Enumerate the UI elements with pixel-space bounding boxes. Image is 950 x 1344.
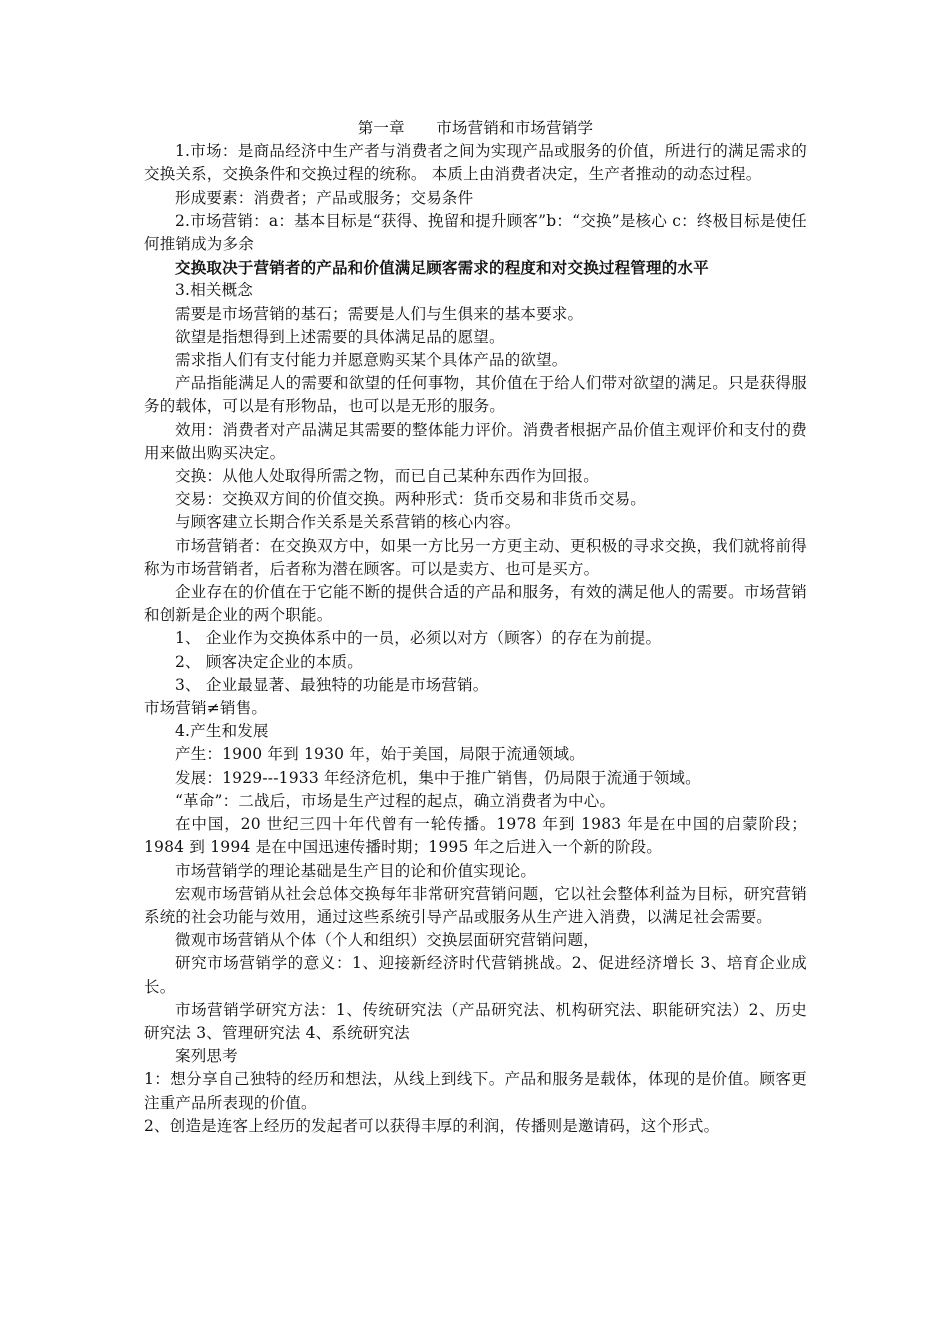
paragraph: 市场营销者：在交换双方中，如果一方比另一方更主动、更积极的寻求交换，我们就将前得称为市场营销者，后者称为潜在顾客。可以是卖方、也可是买方。 <box>144 536 807 578</box>
paragraph: 市场营销学的理论基础是生产目的论和价值实现论。 <box>175 861 537 880</box>
paragraph: 案列思考 <box>175 1047 238 1066</box>
paragraph: 发展：1929---1933 年经济危机，集中于推广销售，仍局限于流通于领域。 <box>175 768 701 787</box>
paragraph: 在中国，20 世纪三四十年代曾有一轮传播。1978 年到 1983 年是在中国的启蒙阶段；1984 到 1994 是在中国迅速传播时期；1995 年之后进入一个新的阶段。 <box>144 815 807 857</box>
paragraph: 2.市场营销：a：基本目标是“获得、挽留和提升顾客”b：“交换”是核心 c：终极目标是使任何推销成为多余 <box>144 211 807 254</box>
paragraph: 需要是市场营销的基石；需要是人们与生俱来的基本要求。 <box>175 304 584 323</box>
paragraph: 1：想分享自己独特的经历和想法，从线上到线下。产品和服务是载体，体现的是价值。顾客更注重产品所表现的价值。 <box>144 1070 807 1112</box>
paragraph: 交换：从他人处取得所需之物，而已自己某种东西作为回报。 <box>175 467 599 486</box>
paragraph: 2、 顾客决定企业的本质。 <box>175 652 363 671</box>
paragraph-list <box>144 140 807 1138</box>
document-body <box>144 117 807 1138</box>
paragraph: “革命”：二战后，市场是生产过程的起点，确立消费者为中心。 <box>175 791 616 810</box>
paragraph: 市场营销≠销售。 <box>144 699 268 718</box>
paragraph: 形成要素：消费者；产品或服务；交易条件 <box>175 188 474 207</box>
chapter-title: 第一章 市场营销和市场营销学 <box>357 119 594 137</box>
paragraph: 研究市场营销学的意义：1、迎接新经济时代营销挑战。2、促进经济增长 3、培育企业成长。 <box>144 954 807 996</box>
paragraph: 效用：消费者对产品满足其需要的整体能力评价。消费者根据产品价值主观评价和支付的费用来做出购买决定。 <box>144 420 807 462</box>
paragraph: 宏观市场营销从社会总体交换每年非常研究营销问题，它以社会整体利益为目标，研究营销系统的社会功能与效用，通过这些系统引导产品或服务从生产进入消费，以满足社会需要。 <box>144 884 807 926</box>
paragraph: 4.产生和发展 <box>175 722 269 741</box>
paragraph: 交换取决于营销者的产品和价值满足顾客需求的程度和对交换过程管理的水平 <box>175 258 709 278</box>
paragraph: 1.市场：是商品经济中生产者与消费者之间为实现产品或服务的价值，所进行的满足需求的交换关系，交换条件和交换过程的统称。 本质上由消费者决定，生产者推动的动态过程。 <box>144 142 807 184</box>
paragraph: 交易：交换双方间的价值交换。两种形式：货币交易和非货币交易。 <box>175 490 647 509</box>
paragraph: 2、创造是连客上经历的发起者可以获得丰厚的利润，传播则是邀请码，这个形式。 <box>144 1116 720 1135</box>
paragraph: 3.相关概念 <box>175 281 253 300</box>
paragraph: 需求指人们有支付能力并愿意购买某个具体产品的欲望。 <box>175 351 568 370</box>
paragraph: 3、 企业最显著、最独特的功能是市场营销。 <box>175 675 489 694</box>
paragraph: 微观市场营销从个体（个人和组织）交换层面研究营销问题， <box>175 931 599 950</box>
paragraph: 产品指能满足人的需要和欲望的任何事物，其价值在于给人们带对欲望的满足。只是获得服务的载体，可以是有形物品，也可以是无形的服务。 <box>144 374 807 416</box>
paragraph: 市场营销学研究方法：1、传统研究法（产品研究法、机构研究法、职能研究法）2、历史研究法 3、管理研究法 4、系统研究法 <box>144 1000 807 1042</box>
paragraph: 产生：1900 年到 1930 年，始于美国，局限于流通领域。 <box>175 745 585 764</box>
paragraph: 1、 企业作为交换体系中的一员，必须以对方（顾客）的存在为前提。 <box>175 629 662 648</box>
paragraph: 企业存在的价值在于它能不断的提供合适的产品和服务，有效的满足他人的需要。市场营销和创新是企业的两个职能。 <box>144 583 807 625</box>
paragraph: 与顾客建立长期合作关系是关系营销的核心内容。 <box>175 513 521 532</box>
paragraph: 欲望是指想得到上述需要的具体满足品的愿望。 <box>175 327 505 346</box>
